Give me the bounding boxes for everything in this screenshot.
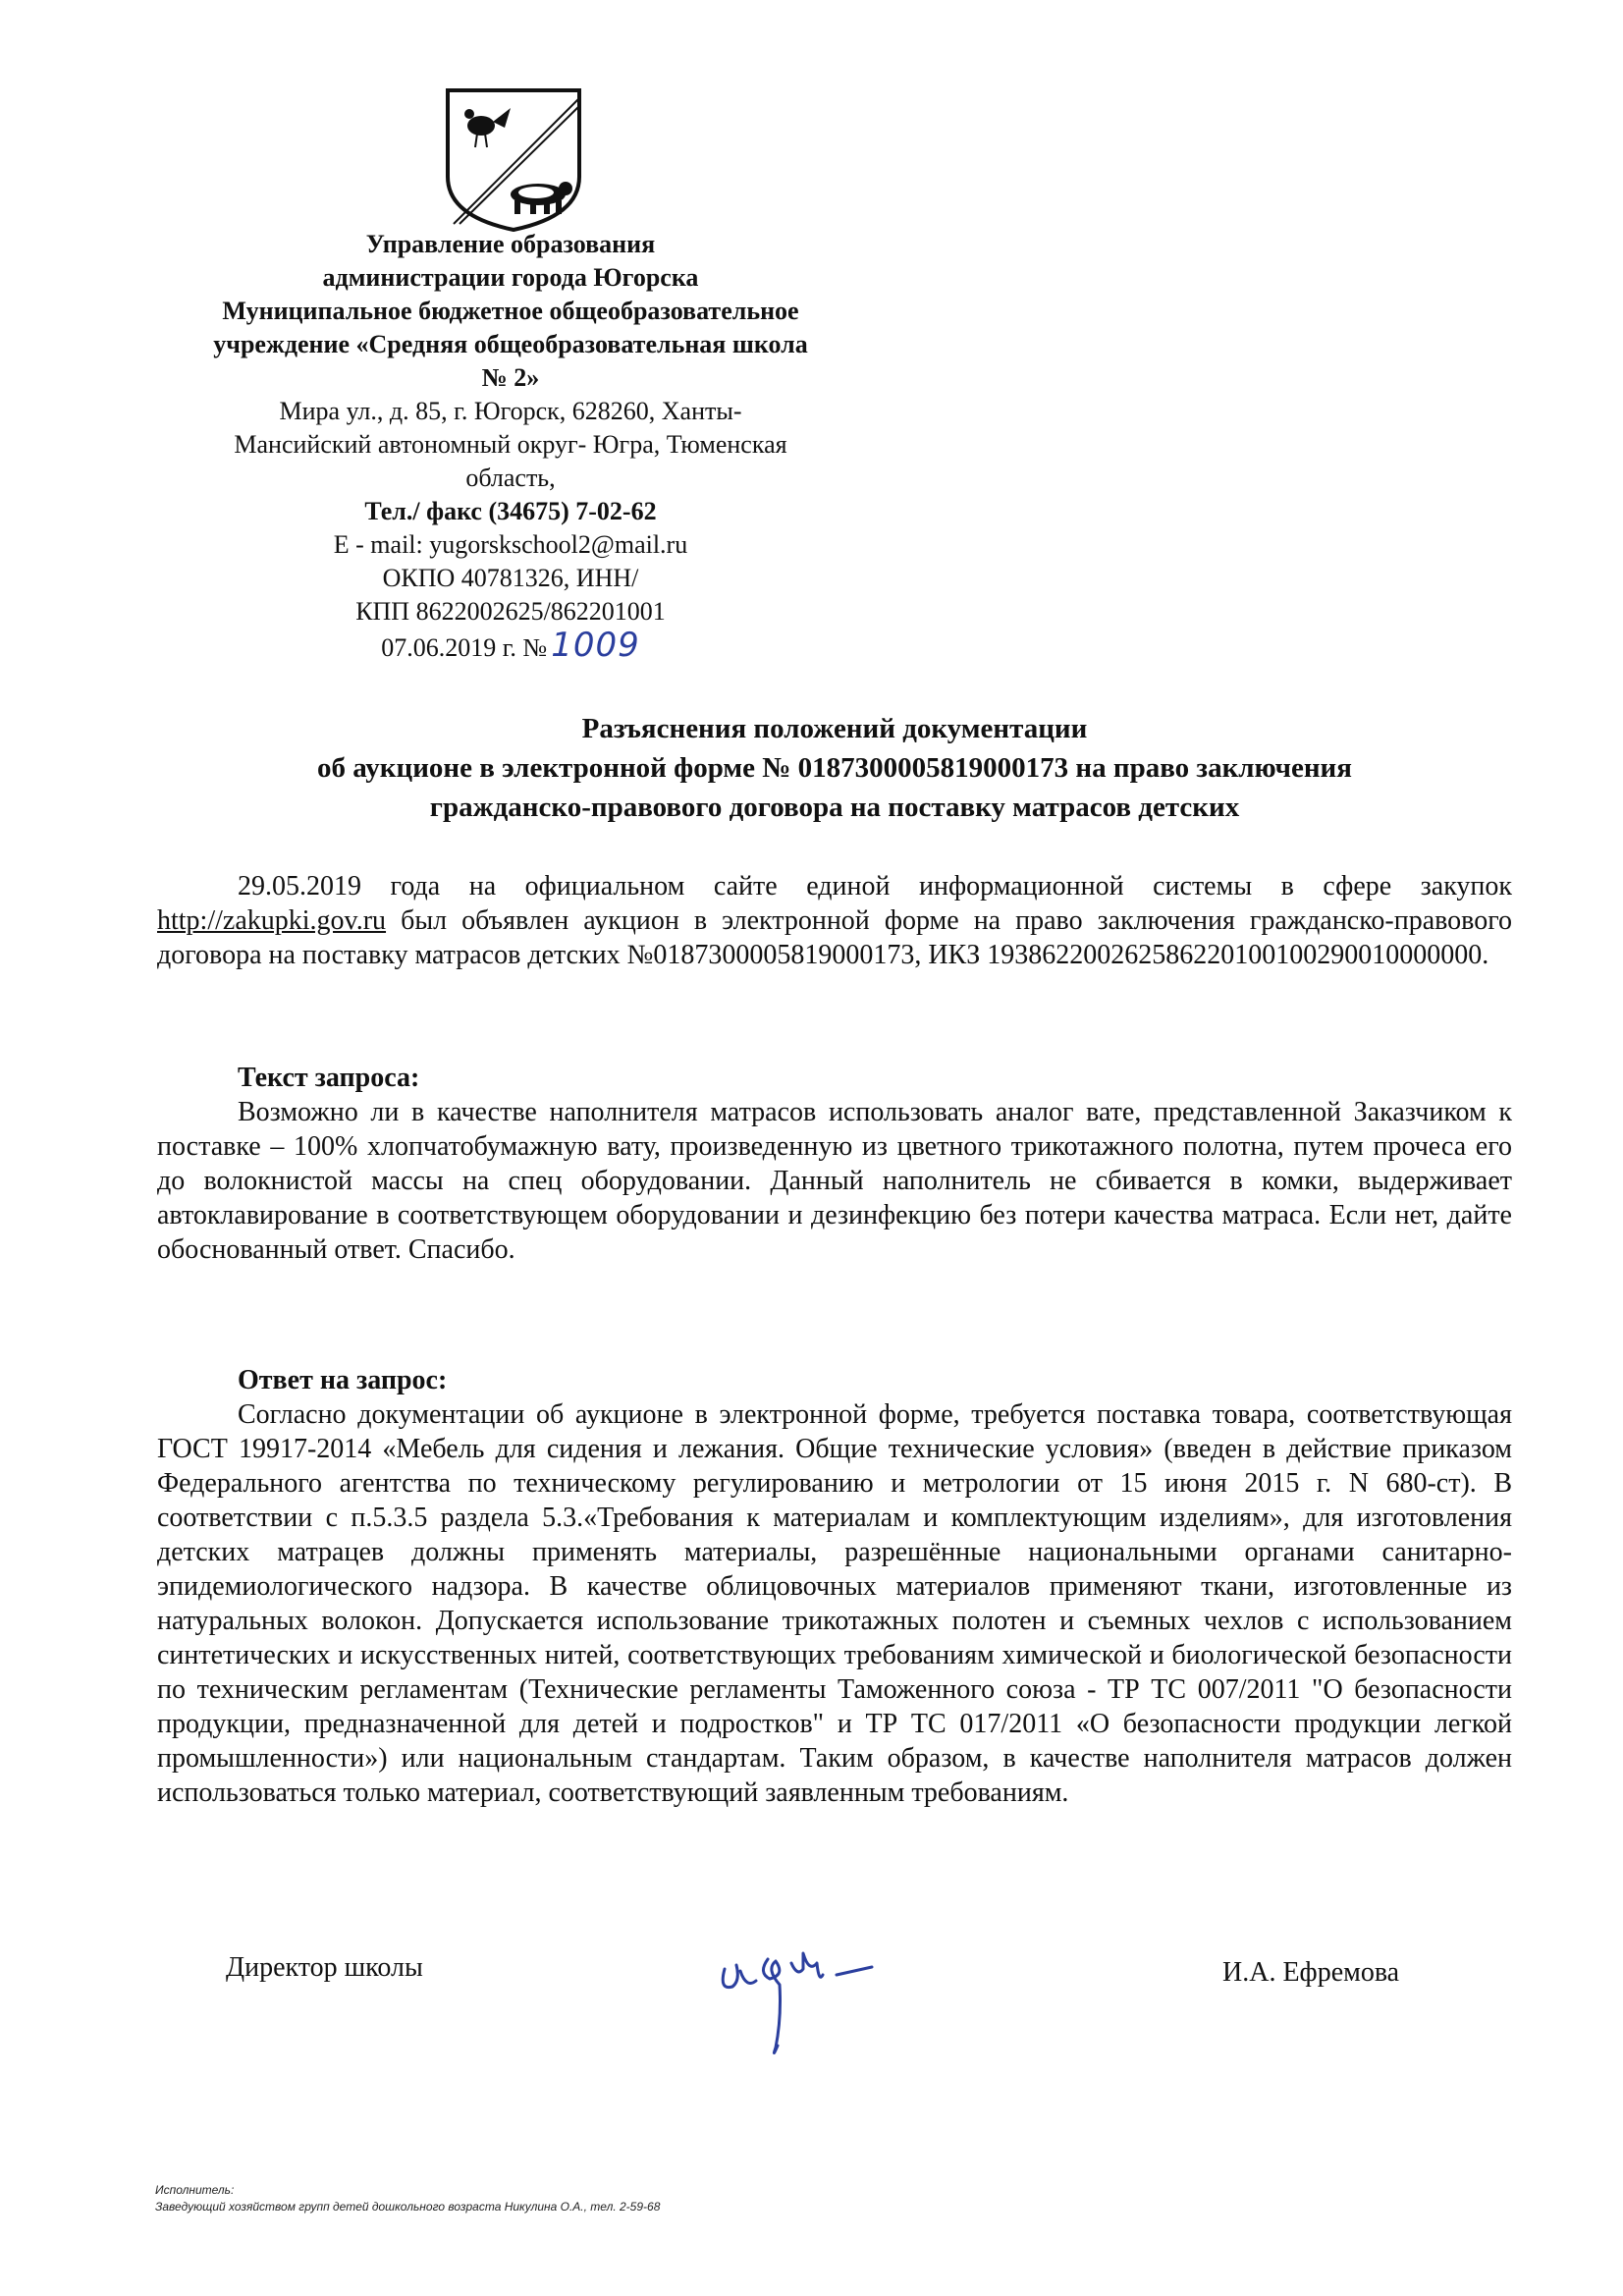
handwritten-signature <box>707 1930 893 2067</box>
okpo-inn: ОКПО 40781326, ИНН/ <box>382 564 639 592</box>
outgoing-date-line <box>147 626 874 665</box>
executor-note <box>155 2182 660 2215</box>
kpp: КПП 8622002625/862201001 <box>355 597 666 626</box>
executor-text: Заведующий хозяйством групп детей дошкольного возраста Никулина О.А., тел. 2-59-68 <box>155 2200 661 2214</box>
executor-label: Исполнитель: <box>155 2183 235 2197</box>
title-line: гражданско-правового договора на поставку матрасов детских <box>429 792 1240 823</box>
org-line: Муниципальное бюджетное общеобразовательное <box>222 297 799 325</box>
answer-text: Согласно документации об аукционе в электронной форме, требуется поставка товара, соответствующая ГОСТ 19917-2014 «Мебель для сидения и лежания. Общие технические условия» (введен в действие приказом Федерального агентства по техническому регулированию и метрологии от 15 июня 2015 г. N 680-ст). В соответствии с п.5.3.5 раздела 5.3.«Требования к материалам и комплектующим изделиям», для изготовления детских матрацев должны применять материалы, разрешённые национальными органами санитарно-эпидемиологического надзора. В качестве облицовочных материалов применяют ткани, изготовленные из натуральных волокон. Допускается использование трикотажных полотен и съемных чехлов с использованием синтетических и искусственных нитей, соответствующих требованиям химической и биологической безопасности по техническим регламентам (Технические регламенты Таможенного союза - ТР ТС 007/2011 "О безопасности продукции, предназначенной для детей и подростков" и ТР ТС 017/2011 «О безопасности продукции легкой промышленности») или национальным стандартам. Таким образом, в качестве наполнителя матрасов должен использоваться только материал, соответствующий заявленным требованиям. <box>157 1399 1512 1808</box>
outgoing-date: 07.06.2019 г. № <box>381 633 548 662</box>
request-text: Возможно ли в качестве наполнителя матрасов использовать аналог вате, представленной Заказчиком к поставке – 100% хлопчатобумажную вату, произведенную из цветного трикотажного полотна, путем прочеса его до волокнистой массы на спец оборудовании. Данный наполнитель не сбивается в комки, выдерживает автоклавирование в соответствующем оборудовании и дезинфекцию без потери качества матраса. Если нет, дайте обоснованный ответ. Спасибо. <box>157 1097 1512 1265</box>
intro-paragraph <box>157 869 1512 972</box>
coat-of-arms-icon <box>440 86 587 234</box>
org-line: № 2» <box>481 363 540 392</box>
title-line: об аукционе в электронной форме № 0187300005819000173 на право заключения <box>317 752 1352 784</box>
title-line: Разъяснения положений документации <box>581 713 1088 744</box>
address-line: Мира ул., д. 85, г. Югорск, 628260, Ханты- <box>279 397 742 425</box>
intro-text-start: 29.05.2019 года на официальном сайте единой информационной системы в сфере закупок <box>238 871 1512 902</box>
signer-name: И.А. Ефремова <box>1222 1957 1400 1988</box>
org-line: администрации города Югорска <box>322 263 699 292</box>
email: Е - mail: yugorskschool2@mail.ru <box>333 530 688 559</box>
address-line: Мансийский автономный округ- Югра, Тюменская <box>234 430 787 459</box>
org-line: учреждение «Средняя общеобразовательная школа <box>213 330 808 358</box>
phone-fax: Тел./ факс (34675) 7-02-62 <box>364 497 657 525</box>
intro-text-end: был объявлен аукцион в электронной форме на право заключения гражданско-правового договора на поставку матрасов детских №0187300005819000173, ИКЗ 193862200262586220100100290010000000. <box>157 905 1512 970</box>
zakupki-link[interactable]: http://zakupki.gov.ru <box>157 905 387 936</box>
request-heading: Текст запроса: <box>238 1063 420 1093</box>
answer-heading: Ответ на запрос: <box>238 1365 448 1395</box>
document-title <box>157 709 1512 827</box>
letterhead <box>147 228 874 665</box>
signer-title: Директор школы <box>226 1952 423 1983</box>
outgoing-number: 1009 <box>551 626 640 665</box>
address-line: область, <box>465 464 556 492</box>
org-line: Управление образования <box>365 230 656 258</box>
